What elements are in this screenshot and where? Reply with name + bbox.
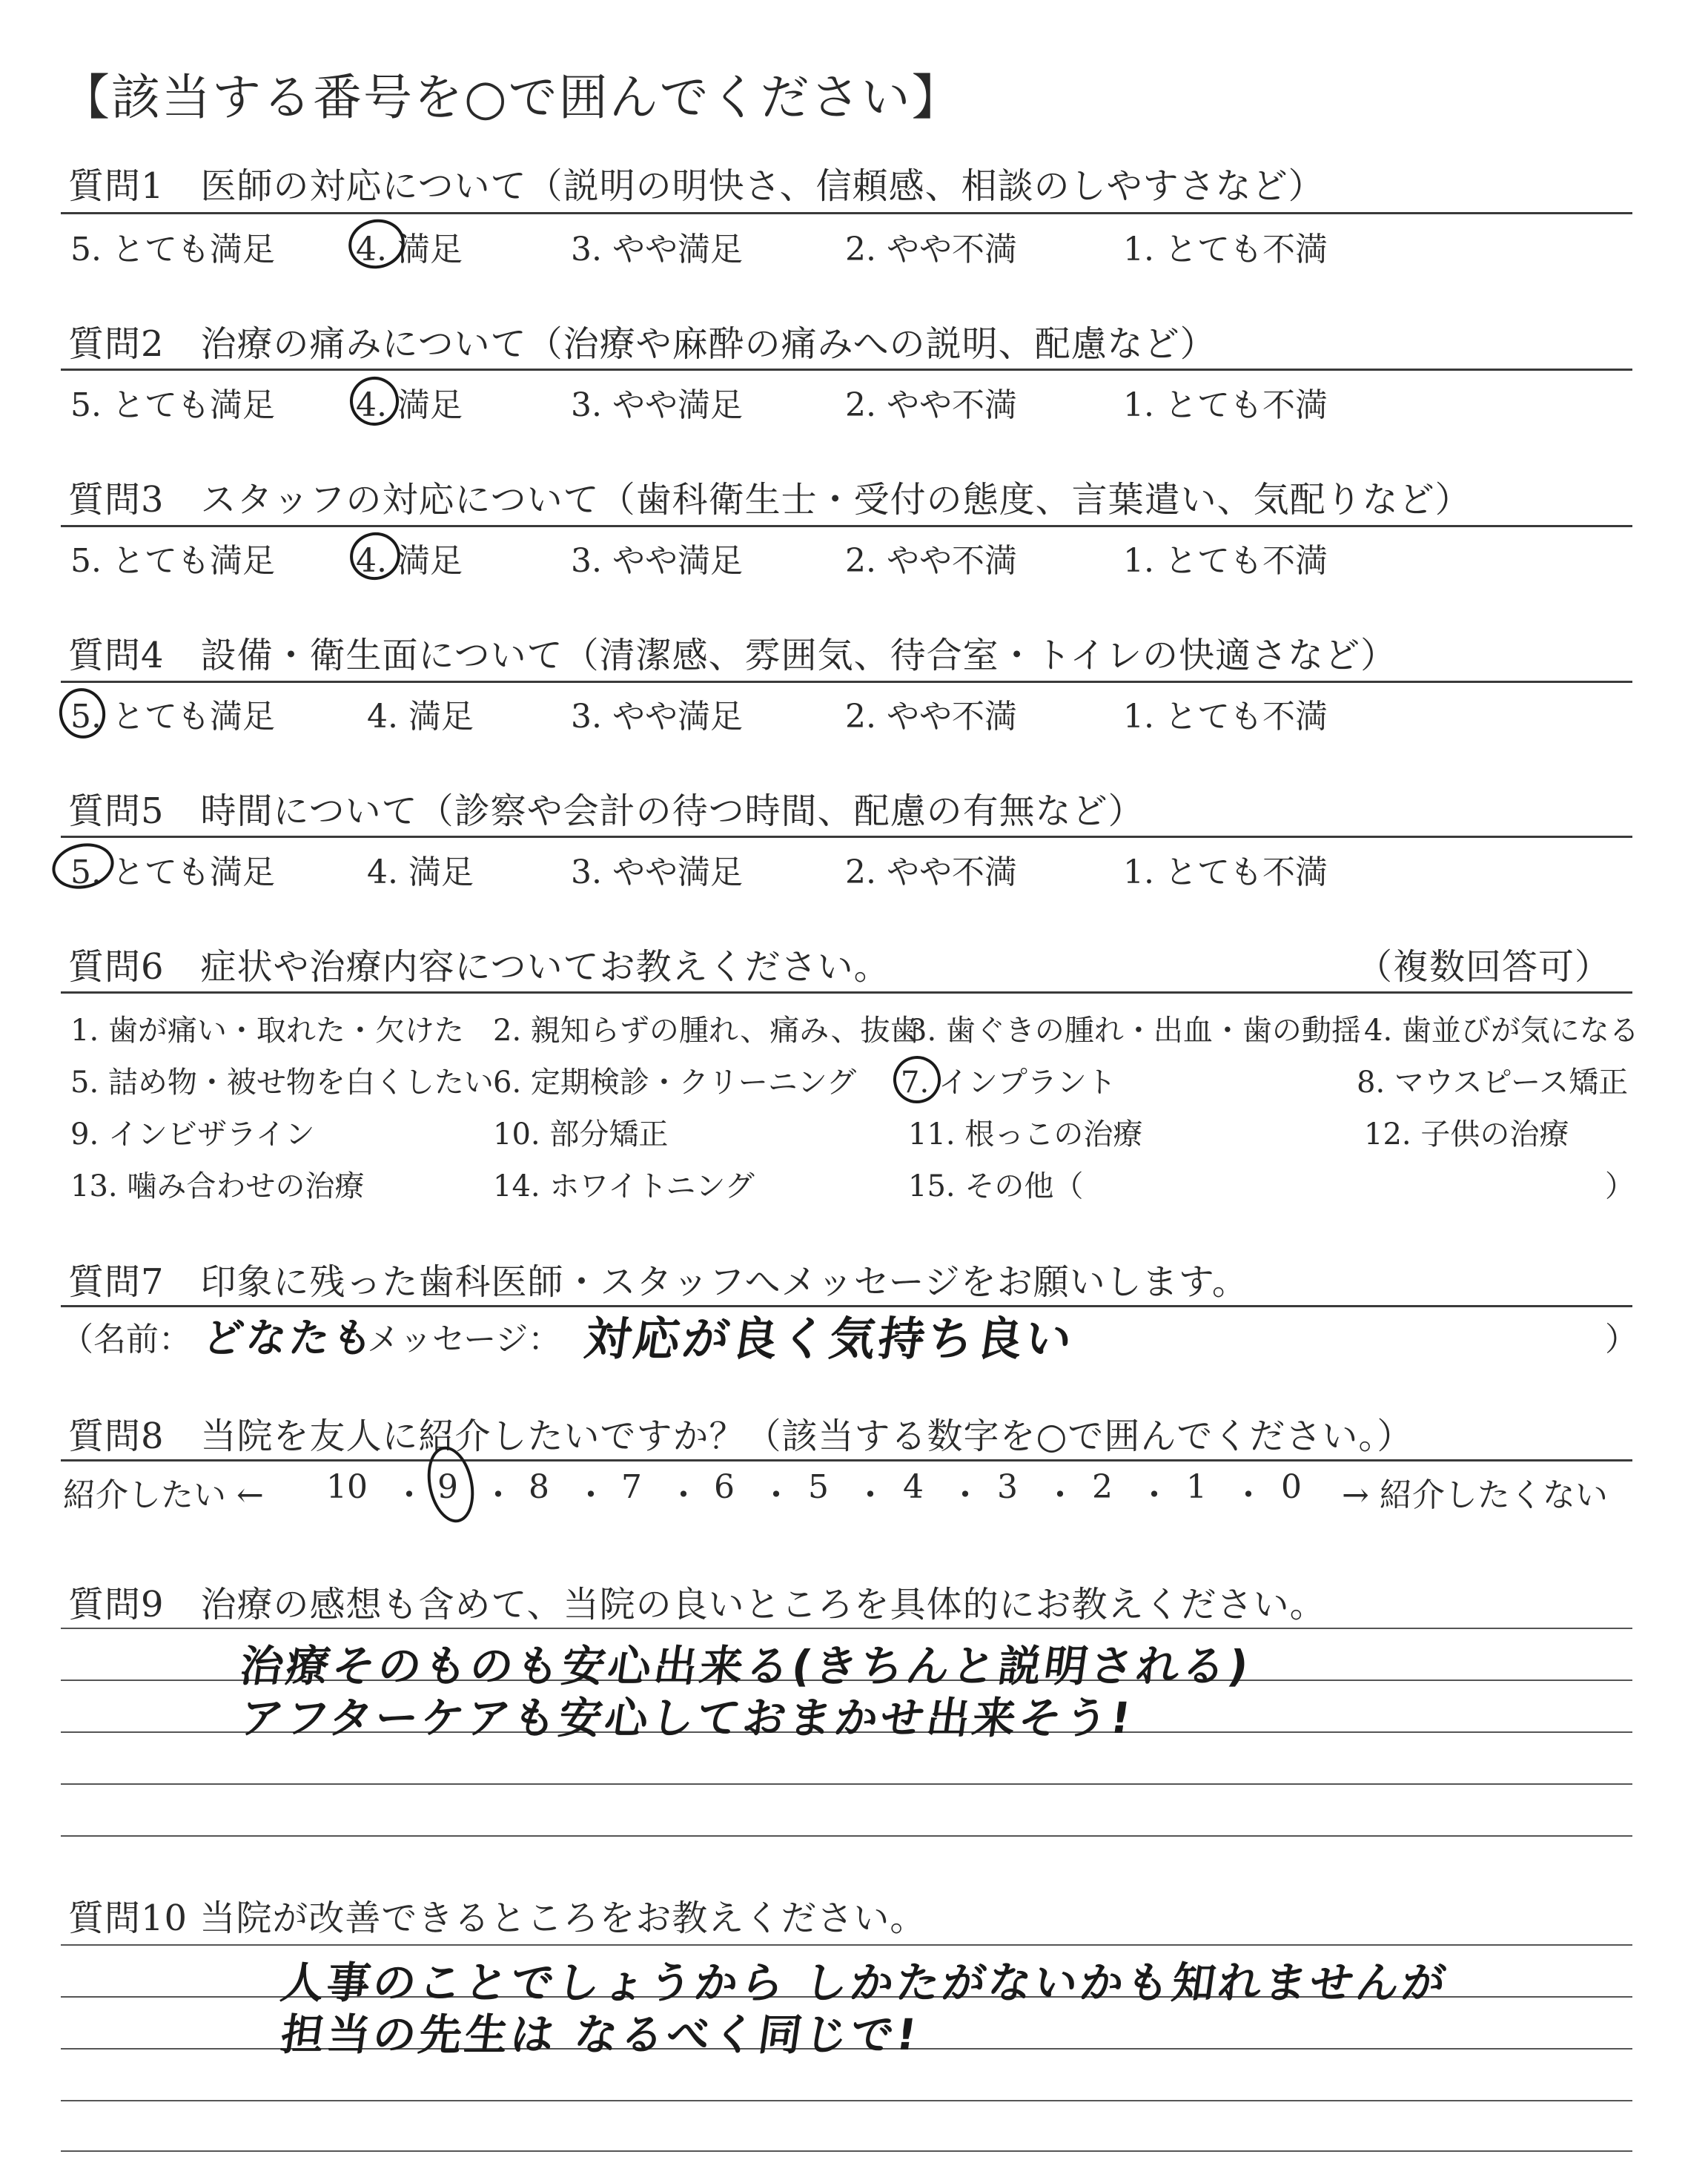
q8-dot: ・ [854,1476,887,1514]
q1-title: 質問1 医師の対応について（説明の明快さ、信頼感、相談のしやすさなど） [68,165,1325,207]
q5-option-1[interactable]: 1. とても不満 [1123,853,1328,891]
q8-dot: ・ [393,1476,426,1514]
q6-option-2[interactable]: 2. 親知らずの腫れ、痛み、抜歯 [493,1014,920,1048]
q5-title: 質問5 時間について（診察や会計の待つ時間、配慮の有無など） [68,790,1145,832]
q3-option-3[interactable]: 3. やや満足 [571,542,743,580]
q1-option-1[interactable]: 1. とても不満 [1123,231,1328,268]
q6-option-5[interactable]: 5. 詰め物・被せ物を白くしたい [70,1066,494,1100]
q7-name-value[interactable]: どなたも [200,1315,379,1361]
q6-option-8[interactable]: 8. マウスピース矯正 [1357,1066,1629,1100]
q9-title: 質問9 治療の感想も含めて、当院の良いところを具体的にお教えください。 [68,1584,1326,1625]
q8-scale-2[interactable]: 2 [1092,1468,1113,1506]
q4-option-4[interactable]: 4. 満足 [367,698,474,736]
q7-message-value[interactable]: 対応が良く気持ち良い [581,1312,1079,1366]
q1-rule [61,212,1632,214]
q2-option-3[interactable]: 3. やや満足 [571,386,743,424]
q8-scale-7[interactable]: 7 [621,1468,642,1506]
q3-option-5[interactable]: 5. とても満足 [70,542,275,580]
q8-scale-8[interactable]: 8 [529,1468,549,1506]
form-header: 【該当する番号を○で囲んでください】 [61,69,962,126]
q8-scale-3[interactable]: 3 [997,1468,1018,1506]
q8-rule [61,1459,1632,1462]
q1-option-3[interactable]: 3. やや満足 [571,231,743,268]
q8-scale-9[interactable]: 9 [437,1468,458,1506]
q6-option-1[interactable]: 1. 歯が痛い・取れた・欠けた [70,1014,464,1048]
q6-option-12[interactable]: 12. 子供の治療 [1364,1117,1569,1152]
q1-option-2[interactable]: 2. やや不満 [845,231,1017,268]
q8-right-label: → 紹介したくない [1342,1476,1608,1514]
q8-dot: ・ [760,1476,792,1514]
q6-option-3[interactable]: 3. 歯ぐきの腫れ・出血・歯の動揺 [908,1014,1361,1048]
q9-answer-line-1[interactable]: 治療そのものも安心出来る(きちんと説明される) [236,1641,1255,1691]
q8-dot: ・ [1138,1476,1171,1514]
q7-close-paren: ） [1605,1321,1638,1358]
q6-title: 質問6 症状や治療内容についてお教えください。 [68,946,890,988]
q1-option-4[interactable]: 4. 満足 [356,231,463,268]
q5-option-4[interactable]: 4. 満足 [367,853,474,891]
q8-left-label: 紹介したい ← [63,1476,264,1514]
q10-title: 質問10 当院が改善できるところをお教えください。 [68,1898,927,1939]
q4-option-2[interactable]: 2. やや不満 [845,698,1017,736]
q8-dot: ・ [1044,1476,1076,1514]
q8-scale-10[interactable]: 10 [326,1468,368,1506]
q3-option-1[interactable]: 1. とても不満 [1123,542,1328,580]
q10-line [61,1944,1632,1946]
q6-option-4[interactable]: 4. 歯並びが気になる [1364,1014,1639,1048]
q6-option-7[interactable]: 7. インプラント [901,1066,1116,1100]
q8-dot: ・ [575,1476,607,1514]
q6-option-9[interactable]: 9. インビザライン [70,1117,315,1152]
q3-rule [61,525,1632,527]
q2-option-5[interactable]: 5. とても満足 [70,386,275,424]
q6-option-15[interactable]: 15. その他（ [908,1169,1084,1203]
q10-answer-line-1[interactable]: 人事のことでしょうから しかたがないかも知れませんが [277,1958,1452,2008]
q2-option-1[interactable]: 1. とても不満 [1123,386,1328,424]
q8-dot: ・ [1232,1476,1265,1514]
q9-answer-line-2[interactable]: アフターケアも安心しておまかせ出来そう! [236,1693,1137,1743]
q4-option-5[interactable]: 5. とても満足 [70,698,275,736]
q3-title: 質問3 スタッフの対応について（歯科衛生士・受付の態度、言葉遣い、気配りなど） [68,479,1472,521]
q6-option-6[interactable]: 6. 定期検診・クリーニング [493,1066,857,1100]
q6-option-15-close: ） [1605,1169,1635,1203]
q6-option-14[interactable]: 14. ホワイトニング [493,1169,755,1203]
q6-note: （複数回答可） [1357,946,1612,988]
q3-option-4[interactable]: 4. 満足 [356,542,463,580]
q7-message-label: メッセージ： [367,1321,561,1358]
q8-scale-5[interactable]: 5 [808,1468,829,1506]
q4-rule [61,681,1632,683]
q6-option-10[interactable]: 10. 部分矯正 [493,1117,669,1152]
q10-answer-line-2[interactable]: 担当の先生は なるべく同じで! [277,2009,923,2060]
q9-line [61,1835,1632,1837]
q10-line [61,2150,1632,2152]
q2-rule [61,369,1632,371]
q8-scale-6[interactable]: 6 [714,1468,735,1506]
q7-name-label: （名前： [61,1321,191,1358]
q7-title: 質問7 印象に残った歯科医師・スタッフへメッセージをお願いします。 [68,1261,1248,1303]
q3-option-2[interactable]: 2. やや不満 [845,542,1017,580]
q1-option-5[interactable]: 5. とても満足 [70,231,275,268]
q4-option-3[interactable]: 3. やや満足 [571,698,743,736]
q8-dot: ・ [482,1476,514,1514]
q2-title: 質問2 治療の痛みについて（治療や麻酔の痛みへの説明、配慮など） [68,323,1217,365]
q10-line [61,2100,1632,2101]
q6-option-11[interactable]: 11. 根っこの治療 [908,1117,1143,1152]
q6-rule [61,991,1632,994]
q8-dot: ・ [667,1476,700,1514]
q5-option-3[interactable]: 3. やや満足 [571,853,743,891]
q8-scale-1[interactable]: 1 [1186,1468,1207,1506]
q8-dot: ・ [949,1476,982,1514]
q8-title: 質問8 当院を友人に紹介したいですか？（該当する数字を○で囲んでください。） [68,1416,1414,1457]
q4-option-1[interactable]: 1. とても不満 [1123,698,1328,736]
q6-option-13[interactable]: 13. 噛み合わせの治療 [70,1169,365,1203]
q8-scale-0[interactable]: 0 [1281,1468,1302,1506]
q9-line [61,1628,1632,1629]
q5-option-2[interactable]: 2. やや不満 [845,853,1017,891]
q5-rule [61,836,1632,838]
q2-option-2[interactable]: 2. やや不満 [845,386,1017,424]
q8-scale-4[interactable]: 4 [903,1468,924,1506]
q9-line [61,1783,1632,1785]
q5-option-5[interactable]: 5. とても満足 [70,853,275,891]
q2-option-4[interactable]: 4. 満足 [356,386,463,424]
q4-title: 質問4 設備・衛生面について（清潔感、雰囲気、待合室・トイレの快適さなど） [68,635,1397,676]
